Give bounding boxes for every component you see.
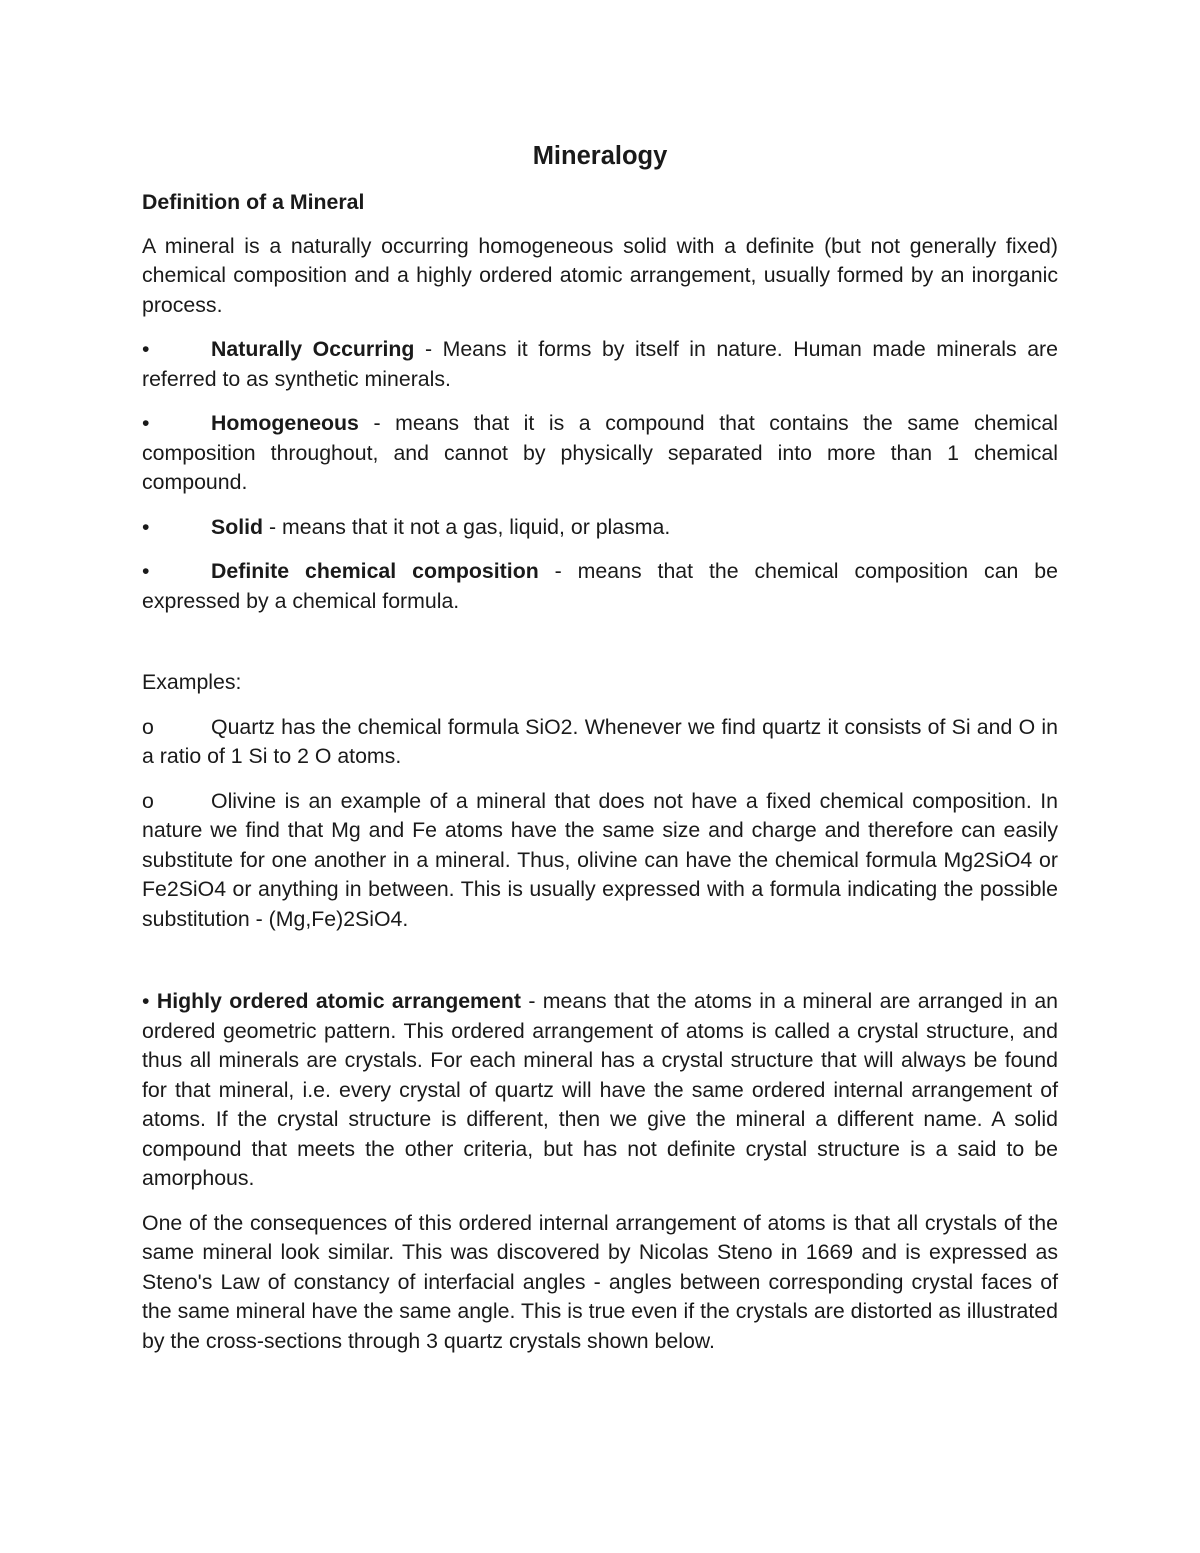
document-page — [142, 138, 1058, 1371]
example-text: Quartz has the chemical formula SiO2. Whenever we find quartz it consists of Si and O in a ratio of 1 Si to 2 O atoms. — [142, 714, 1058, 768]
bullet-marker: • — [142, 411, 150, 435]
bullet-marker: • — [142, 559, 150, 583]
bullet-term: Definite chemical composition — [211, 559, 539, 583]
bullet-text: - means that the chemical composition can be expressed by a chemical formula. — [142, 559, 1058, 613]
bullet-text: - means that the atoms in a mineral are arranged in an ordered geometric pattern. This ordered arrangement of atoms is called a crystal structure, and thus all minerals are crystals. For each mineral has a crystal structure that will always be found for that mineral, i.e. every crystal of quartz will have the same ordered internal arrangement of atoms. If the crystal structure is different, then we give the mineral a different name. A solid compound that meets the other criteria, but has not definite crystal structure is a said to be amorphous. — [142, 989, 1059, 1190]
bullet-text: - means that it not a gas, liquid, or plasma. — [263, 514, 671, 539]
bullet-text: - Means it forms by itself in nature. Human made minerals are referred to as synthetic minerals. — [142, 337, 1058, 391]
example-item-quartz — [142, 713, 1058, 772]
section-heading: Definition of a Mineral — [142, 190, 365, 214]
sub-bullet-marker: o — [142, 714, 154, 739]
bullet-marker: • — [142, 989, 157, 1013]
bullet-text: - means that it is a compound that contains the same chemical composition throughout, and cannot by physically separated into more than 1 chemical compound. — [142, 411, 1058, 494]
bullet-item-homogeneous — [142, 409, 1058, 498]
document-title: Mineralogy — [532, 142, 668, 170]
bullet-term: Solid — [211, 514, 264, 539]
intro-paragraph: A mineral is a naturally occurring homogeneous solid with a definite (but not generally fixed) chemical composition and a highly ordered atomic arrangement, usually formed by an inorganic process. — [142, 233, 1058, 317]
ordered-arrangement-paragraph — [142, 987, 1058, 1194]
bullet-term: Highly ordered atomic arrangement — [156, 989, 521, 1013]
examples-label: Examples: — [142, 670, 242, 694]
bullet-marker: • — [142, 337, 150, 361]
bullet-term: Naturally Occurring — [211, 337, 415, 361]
bullet-marker: • — [142, 514, 150, 539]
bullet-term: Homogeneous — [211, 411, 359, 435]
bullet-item-naturally-occurring — [142, 335, 1058, 394]
example-text: Olivine is an example of a mineral that does not have a fixed chemical composition. In nature we find that Mg and Fe atoms have the same size and charge and therefore can easily substitute for one another in a mineral. Thus, olivine can have the chemical formula Mg2SiO4 or Fe2SiO4 or anything in between. This is usually expressed with a formula indicating the possible substitution - (Mg,Fe)2SiO4. — [142, 788, 1058, 931]
sub-bullet-marker: o — [142, 788, 154, 813]
bullet-item-definite-composition — [142, 557, 1058, 616]
bullet-item-solid — [142, 513, 1058, 543]
example-item-olivine — [142, 787, 1058, 935]
closing-paragraph: One of the consequences of this ordered internal arrangement of atoms is that all crystals of the same mineral look similar. This was discovered by Nicolas Steno in 1669 and is expressed as Steno's Law of constancy of interfacial angles - angles between corresponding crystal faces of the same mineral have the same angle. This is true even if the crystals are distorted as illustrated by the cross-sections through 3 quartz crystals shown below. — [142, 1210, 1058, 1353]
